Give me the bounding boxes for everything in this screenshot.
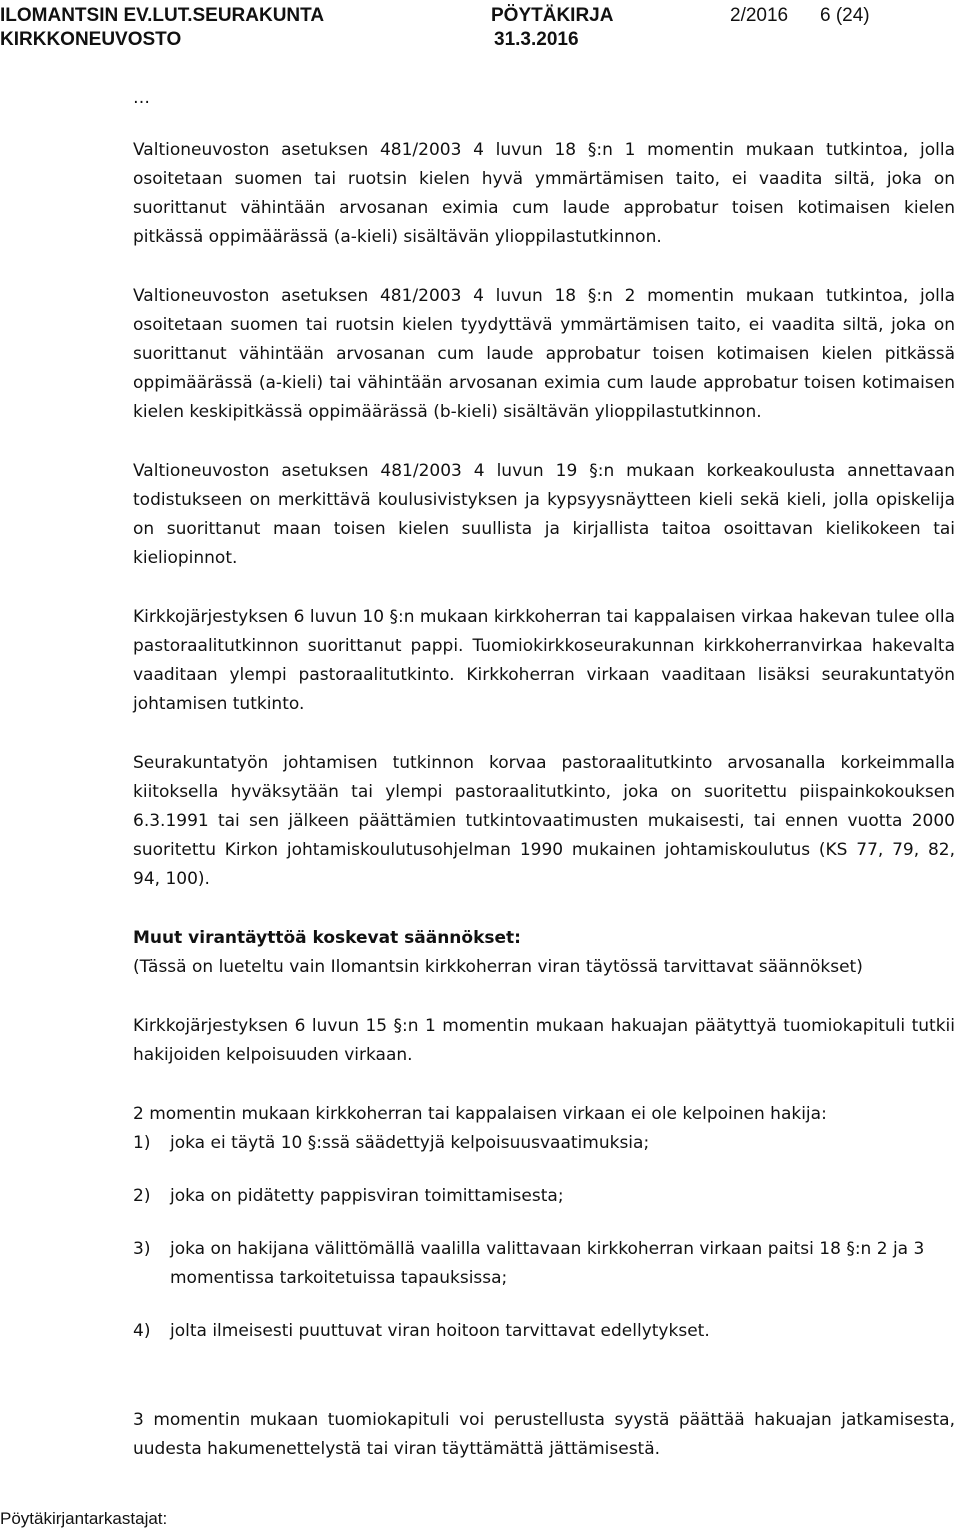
paragraph-1: Valtioneuvoston asetuksen 481/2003 4 luvun 18 §:n 1 momentin mukaan tutkintoa, jolla osoitetaan suomen tai ruotsin kielen hyvä ymmärtämisen taito, ei vaadita siltä, joka on suorittanut vähintään arvosanan eximia cum laude approbatur toisen kotimaisen kielen pitkässä oppimäärässä (a-kieli) sisältävän ylioppilastutkinnon.	[133, 140, 955, 247]
paragraph-6: Kirkkojärjestyksen 6 luvun 15 §:n 1 momentin mukaan hakuajan päätyttyä tuomiokapituli tutkii hakijoiden kelpoisuuden virkaan.	[133, 1016, 955, 1065]
document-type: PÖYTÄKIRJA	[491, 5, 614, 26]
meeting-date: 31.3.2016	[494, 29, 579, 50]
paragraph-8: 3 momentin mukaan tuomiokapituli voi perustellusta syystä päättää hakuajan jatkamisesta, uudesta hakumenettelystä tai viran täyttämättä jättämisestä.	[133, 1410, 955, 1459]
section-note: (Tässä on lueteltu vain Ilomantsin kirkkoherran viran täytössä tarvittavat säännökset)	[133, 957, 863, 977]
list-item	[133, 1182, 955, 1211]
list-item-text: joka ei täytä 10 §:ssä säädettyjä kelpoisuusvaatimuksia;	[170, 1133, 650, 1153]
paragraph-3: Valtioneuvoston asetuksen 481/2003 4 luvun 19 §:n mukaan korkeakoulusta annettavaan todistukseen on merkittävä koulusivistyksen ja kypsyysnäytteen kieli sekä kieli, jolla opiskelija on suorittanut maan toisen kielen suullista ja kirjallista taitoa osoittavan kielikokeen tai kieliopinnot.	[133, 461, 955, 568]
paragraph-5: Seurakuntatyön johtamisen tutkinnon korvaa pastoraalitutkinto arvosanalla korkeimmalla kiitoksella hyväksytään tai ylempi pastoraalitutkinto, joka on suoritettu piispainkokouksen 6.3.1991 tai sen jälkeen päättämien tutkintovaatimusten mukaisesti, tai ennen vuotta 2000 suoritettu Kirkon johtamiskoulutusohjelman 1990 mukainen johtamiskoulutus (KS 77, 79, 82, 94, 100).	[133, 753, 955, 889]
list-item-number: 1)	[133, 1133, 151, 1153]
organization-name: ILOMANTSIN EV.LUT.SEURAKUNTA	[0, 5, 325, 26]
list-item-text: joka on hakijana välittömällä vaalilla valittavaan kirkkoherran virkaan paitsi 18 §:n 2 ja 3 momentissa tarkoitetuissa tapauksissa;	[170, 1239, 925, 1288]
list-item-number: 4)	[133, 1321, 151, 1341]
document-number: 2/2016	[730, 5, 789, 26]
section-heading: Muut virantäyttöä koskevat säännökset:	[133, 928, 521, 948]
list-item-text: jolta ilmeisesti puuttuvat viran hoitoon tarvittavat edellytykset.	[170, 1321, 710, 1341]
list-item	[133, 1129, 955, 1158]
list-item-text: joka on pidätetty pappisviran toimittamisesta;	[170, 1186, 564, 1206]
paragraph-4: Kirkkojärjestyksen 6 luvun 10 §:n mukaan kirkkoherran tai kappalaisen virkaa hakevan tulee olla pastoraalitutkinnon suorittanut pappi. Tuomiokirkkoseurakunnan kirkkoherranvirkaa hakevalta vaaditaan ylempi pastoraalitutkinto. Kirkkoherran virkaan vaaditaan lisäksi seurakuntatyön johtamisen tutkinto.	[133, 607, 955, 714]
list-item-number: 3)	[133, 1239, 151, 1259]
page-number: 6 (24)	[820, 5, 870, 26]
list-item-number: 2)	[133, 1186, 151, 1206]
paragraph-7: 2 momentin mukaan kirkkoherran tai kappalaisen virkaan ei ole kelpoinen hakija:	[133, 1104, 827, 1124]
paragraph-2: Valtioneuvoston asetuksen 481/2003 4 luvun 18 §:n 2 momentin mukaan tutkintoa, jolla osoitetaan suomen tai ruotsin kielen tyydyttävä ymmärtämisen taito, ei vaadita siltä, joka on suorittanut vähintään arvosanan cum laude approbatur toisen kotimaisen kielen pitkässä oppimäärässä (a-kieli) tai vähintään arvosanan eximia cum laude approbatur toisen kotimaisen kielen keskipitkässä oppimäärässä (b-kieli) sisältävän ylioppilastutkinnon.	[133, 286, 955, 422]
footer-label: Pöytäkirjantarkastajat:	[0, 1509, 168, 1528]
ineligibility-list	[133, 1129, 955, 1346]
ellipsis: …	[133, 88, 150, 108]
list-item	[133, 1317, 955, 1346]
body-name: KIRKKONEUVOSTO	[0, 29, 182, 50]
list-item	[133, 1235, 955, 1293]
document-body	[133, 84, 955, 1464]
